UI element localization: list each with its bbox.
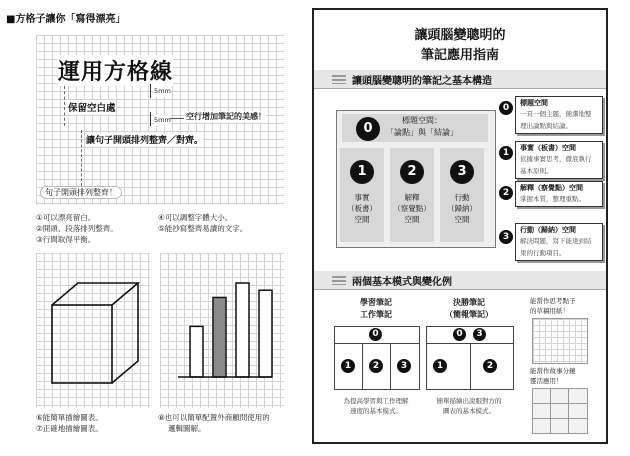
- mm-marker-bottom: [150, 112, 153, 126]
- divider: [470, 343, 471, 389]
- bar-3: [236, 283, 249, 377]
- card-body-line: 果的行動項目。: [520, 249, 566, 257]
- note-item: ①可以漂亮留白。: [36, 213, 96, 222]
- note-item: ⑤能抄寫整齊易讀的文字。: [158, 224, 248, 233]
- card-body-line: 理出論點與結論。: [520, 122, 572, 130]
- section2-title: 兩個基本模式與變化例: [352, 277, 452, 288]
- cube-front-face: [52, 305, 112, 383]
- learning-title-line: 學習筆記: [360, 298, 392, 307]
- card-title: 解釋（察覺點）空間: [520, 184, 583, 192]
- decisive-num-2: 2: [483, 359, 497, 373]
- notes-col4: [158, 412, 270, 434]
- decisive-num-0: 0: [453, 328, 466, 341]
- decisive-note-diagram: [426, 326, 514, 390]
- note-item: ⑦正確地描繪圖表。: [36, 424, 103, 433]
- interpret-space-label: [390, 192, 434, 225]
- bar-1: [190, 326, 203, 377]
- caption-line: 圖表的基本模式。: [443, 407, 495, 415]
- guide-line-vertical: [64, 86, 65, 126]
- guide-title-line1: 讓頭腦變聰明的: [414, 28, 506, 43]
- variation-story-label: [530, 366, 576, 386]
- action-space-label: [440, 192, 484, 225]
- fact-space-label: [340, 192, 384, 225]
- mm-label-top: 5mm: [154, 87, 171, 95]
- variation-line: 的草稿用紙！: [530, 307, 569, 315]
- variation-line: 靈活應用！: [530, 377, 563, 385]
- learning-caption: [334, 396, 418, 416]
- title-space-label-sub: 「論點」與「結論」: [386, 128, 458, 137]
- card-num-2: 2: [499, 186, 513, 200]
- section2-stripe-icon: [332, 276, 346, 285]
- action-label-line: （歸納）: [447, 204, 477, 213]
- note-item: ④可以調整字體大小。: [158, 213, 233, 222]
- card-num-3: 3: [499, 230, 513, 244]
- caption-line: 為提高學習與工作理解: [343, 397, 409, 405]
- interpret-space-num: 2: [400, 160, 424, 184]
- caption-line: 速度的基本模式。: [350, 407, 402, 415]
- bar-4: [259, 290, 272, 377]
- left-header: ■方格子讓你「寫得漂亮」: [6, 14, 126, 25]
- title-space-label: [386, 115, 458, 139]
- decisive-note-title: [426, 297, 512, 321]
- card-title: 事實（板書）空間: [520, 144, 576, 152]
- decisive-num-1: 1: [433, 359, 447, 373]
- learning-num-0: 0: [369, 328, 382, 341]
- learning-num-1: 1: [341, 359, 355, 373]
- card-body-line: 依據事實思考，徹底執行: [520, 155, 592, 163]
- divider: [390, 343, 391, 389]
- variation-idea-label: [530, 296, 576, 316]
- notes-col3: [36, 412, 103, 434]
- learning-note-diagram: [334, 326, 420, 390]
- fact-label-line: 空間: [354, 215, 370, 224]
- mm-label-bottom: 5mm: [154, 116, 171, 124]
- sentence-start-label: 句子開頭排列整齊！: [40, 186, 122, 199]
- decisive-caption: [426, 396, 512, 416]
- cube-top-face: [52, 283, 138, 305]
- interpret-space-card: [515, 181, 603, 207]
- bar-2: [213, 297, 226, 377]
- mm-marker-top: [150, 84, 153, 98]
- note-item: 邏輯圖解。: [168, 424, 206, 433]
- guide-line-vertical-2: [81, 130, 82, 186]
- fact-label-line: （板書）: [347, 204, 377, 213]
- decisive-num-3: 3: [473, 328, 486, 341]
- decisive-title-line: 決勝筆記: [453, 298, 485, 307]
- learning-num-3: 3: [397, 359, 411, 373]
- title-space-card: [515, 96, 603, 134]
- note-item: ⑧也可以簡單配置外商顧問使用的: [158, 413, 270, 422]
- guide-title-line2: 筆記應用指南: [420, 48, 499, 63]
- interpret-label-line: 空間: [404, 215, 420, 224]
- variation-line: 能當作思考點子: [530, 297, 576, 305]
- bar-chart: [160, 253, 284, 408]
- notes-col2: [158, 212, 247, 234]
- interpret-label-line: （察覺點）: [393, 204, 431, 213]
- notes-col1: [36, 212, 118, 245]
- title-space-num: 0: [356, 117, 380, 141]
- fact-space-num: 1: [350, 160, 374, 184]
- action-label-line: 行動: [454, 193, 470, 202]
- title-space-label-main: 標題空間：: [402, 116, 442, 125]
- card-body-line: 解決問題，寫下能達到結: [520, 237, 592, 245]
- card-title: 行動（歸納）空間: [520, 226, 576, 234]
- card-num-1: 1: [499, 146, 513, 160]
- action-space-num: 3: [450, 160, 474, 184]
- action-space-card: [515, 223, 603, 261]
- card-body-line: 基本原則。: [520, 167, 553, 175]
- fact-space-card: [515, 141, 603, 179]
- note-item: ③行間取得平衡。: [36, 235, 96, 244]
- align-line-text: 讓句子開頭排列整齊／對齊。: [86, 133, 203, 146]
- action-label-line: 空間: [454, 215, 470, 224]
- card-num-0: 0: [499, 101, 513, 115]
- card-body-line: 一頁一個主題，簡潔地整: [520, 110, 592, 118]
- note-item: ②開頭、段落排列整齊。: [36, 224, 118, 233]
- learning-title-line: 工作筆記: [360, 310, 392, 319]
- card-title: 標題空間: [520, 99, 548, 107]
- card-body-line: 掌握本質，整理重點。: [520, 195, 585, 203]
- variation-line: 能當作故事分鏡: [530, 367, 576, 375]
- spacing-note: 空行增加筆記的美感！: [186, 112, 266, 121]
- caption-line: 簡單描繪出說服對方的: [436, 397, 502, 405]
- variation-storyboard: [532, 388, 588, 434]
- decisive-title-line: （簡報筆記）: [445, 310, 493, 319]
- learning-num-2: 2: [369, 359, 383, 373]
- fact-label-line: 事實: [354, 193, 370, 202]
- note-item: ⑥能簡單描繪圖表。: [36, 413, 103, 422]
- section1-title: 讓頭腦變聰明的筆記之基本構造: [352, 76, 492, 87]
- sheet-title: 運用方格線: [58, 55, 173, 86]
- guide-title: [312, 26, 608, 66]
- variation-idea-grid: [532, 318, 588, 364]
- divider: [362, 343, 363, 389]
- learning-note-title: [334, 297, 418, 321]
- preserve-space-label: 保留空白處: [68, 100, 116, 114]
- section1-stripe-icon: [332, 75, 346, 84]
- spacing-pointer: [170, 118, 184, 119]
- interpret-label-line: 解釋: [404, 193, 420, 202]
- divider: [335, 343, 419, 344]
- cube-drawing: [36, 253, 150, 408]
- cube-side-face: [112, 283, 138, 383]
